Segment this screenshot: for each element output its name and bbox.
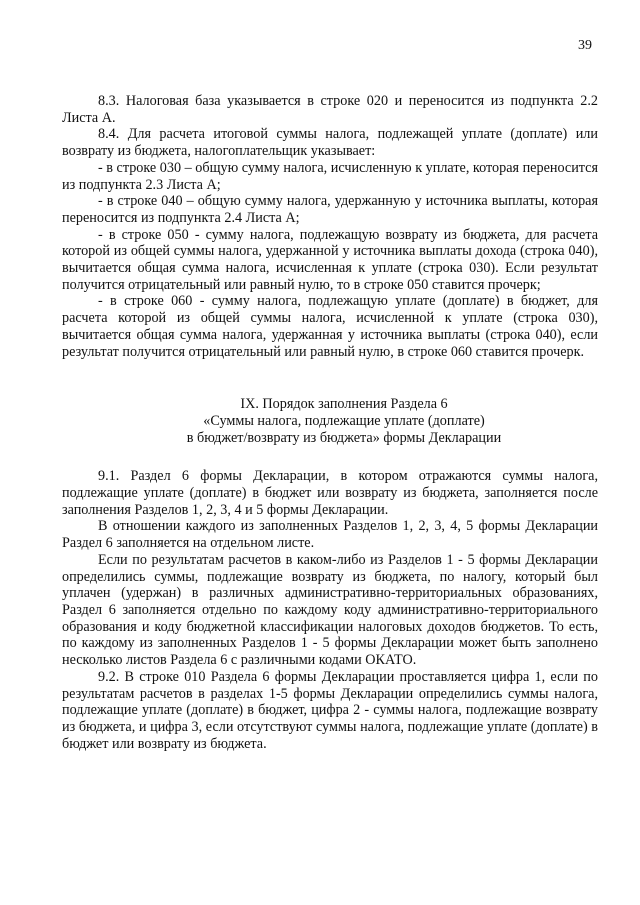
paragraph-9-1-okato: Если по результатам расчетов в каком-либо из Разделов 1 - 5 формы Декларации определились суммы, подлежащие возврату из бюджета, по налогу, который был уплачен (удержан) в различных административно-территориальных образованиях, Раздел 6 заполняется отдельно по каждому коду административно-территориального образования и коду бюджетной классификации налоговых доходов бюджетов. То есть, по каждому из заполненных Разделов 1 - 5 формы Декларации может быть заполнено несколько листов Раздела 6 с различными кодами ОКАТО. xyxy=(62,551,598,669)
section-9-heading-line-1: IX. Порядок заполнения Раздела 6 xyxy=(240,396,448,413)
list-item-line-030: - в строке 030 – общую сумму налога, исчисленную к уплате, которая переносится из подпункта 2.3 Листа А; xyxy=(62,159,598,193)
list-item-line-060: - в строке 060 - сумму налога, подлежащую уплате (доплате) в бюджет, для расчета которой из общей суммы налога, исчисленной к уплате (строка 030), вычитается общая сумма налога, удержанная у источника выплаты (строка 040), если результат получится отрицательный или равный нулю, в строке 060 ставится прочерк. xyxy=(62,293,598,360)
section-9-heading xyxy=(62,396,598,446)
section-9-heading-line-2: «Суммы налога, подлежащие уплате (доплате) xyxy=(203,412,485,429)
list-item-line-040: - в строке 040 – общую сумму налога, удержанную у источника выплаты, которая переносится из подпункта 2.4 Листа А; xyxy=(62,193,598,226)
section-8 xyxy=(62,93,598,360)
paragraph-8-3: 8.3. Налоговая база указывается в строке 020 и переносится из подпункта 2.2 Листа А. xyxy=(62,93,598,126)
list-item-line-050: - в строке 050 - сумму налога, подлежащую возврату из бюджета, для расчета которой из общей суммы налога, удержанной у источника выплаты дохода (строка 040), вычитается общая сумма налога, исчисленная к уплате (строка 030). Если результат получится отрицательный или равный нулю, то в строке 050 ставится прочерк; xyxy=(62,226,598,293)
paragraph-9-2: 9.2. В строке 010 Раздела 6 формы Декларации проставляется цифра 1, если по результатам расчетов в разделах 1-5 формы Декларации определились суммы налога, подлежащие уплате (доплате) в бюджет, цифра 2 - суммы налога, подлежащие возврату из бюджета, и цифра 3, если отсутствуют суммы налога, подлежащие уплате (доплате) в бюджет или возврату из бюджета. xyxy=(62,668,598,752)
section-9-heading-line-3: в бюджет/возврату из бюджета» формы Декларации xyxy=(186,429,502,446)
section-9 xyxy=(62,468,598,752)
paragraph-9-1-separate-sheet: В отношении каждого из заполненных Разделов 1, 2, 3, 4, 5 формы Декларации Раздел 6 заполняется на отдельном листе. xyxy=(62,518,598,552)
paragraph-8-4: 8.4. Для расчета итоговой суммы налога, подлежащей уплате (доплате) или возврату из бюджета, налогоплательщик указывает: xyxy=(62,126,598,160)
page-number: 39 xyxy=(578,38,592,53)
document-body xyxy=(62,93,598,752)
paragraph-9-1: 9.1. Раздел 6 формы Декларации, в котором отражаются суммы налога, подлежащие уплате (доплате) в бюджет или возврату из бюджета, заполняется после заполнения Разделов 1, 2, 3, 4 и 5 формы Декларации. xyxy=(62,468,598,518)
